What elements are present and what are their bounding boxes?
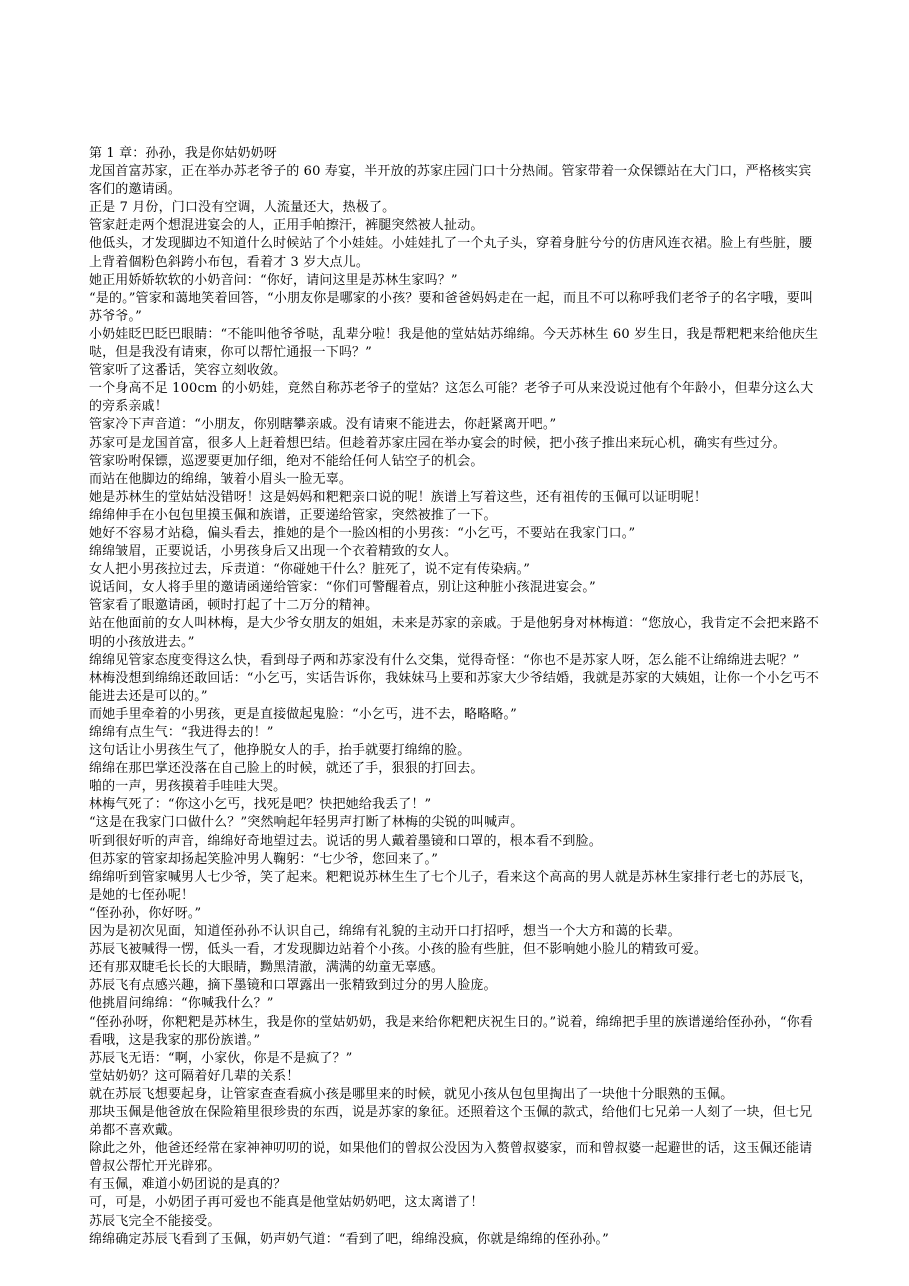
- paragraph: 管家赶走两个想混进宴会的人，正用手帕擦汗，裤腿突然被人扯动。: [89, 218, 484, 234]
- paragraph: 林梅没想到绵绵还敢回话：“小乞丐，实话告诉你，我妹妹马上要和苏家大少爷结婚，我就是苏家的大姨姐，让你一个小乞丐不能进去还是可以的。”: [89, 670, 820, 704]
- paragraph: 但苏家的管家却扬起笑脸冲男人鞠躬：“七少爷，您回来了。”: [89, 851, 438, 867]
- paragraph: 可，可是，小奶团子再可爱也不能真是他堂姑奶奶吧，这太离谱了！: [89, 1195, 484, 1211]
- paragraph: 绵绵确定苏辰飞看到了玉佩，奶声奶气道：“看到了吧，绵绵没疯，你就是绵绵的侄孙孙。”: [89, 1231, 609, 1247]
- paragraph: 因为是初次见面，知道侄孙孙不认识自己，绵绵有礼貌的主动开口打招呼，想当一个大方和蔼的长辈。: [89, 924, 681, 940]
- paragraph: 管家听了这番话，笑容立刻收敛。: [89, 363, 287, 379]
- paragraph: “这是在我家门口做什么？”突然响起年轻男声打断了林梅的尖锐的叫喊声。: [89, 815, 524, 831]
- paragraph: 管家看了眼邀请函，顿时打起了十二万分的精神。: [89, 598, 379, 614]
- paragraph: 说话间，女人将手里的邀请函递给管家：“你们可警醒着点，别让这种脏小孩混进宴会。”: [89, 580, 596, 596]
- paragraph: 一个身高不足 100cm 的小奶娃，竟然自称苏老爷子的堂姑？这怎么可能？老爷子可从来没说过他有个年龄小，但辈分这么大的旁系亲戚！: [89, 381, 814, 415]
- paragraph: 他挑眉问绵绵：“你喊我什么？”: [89, 996, 274, 1012]
- paragraph: 她是苏林生的堂姑姑没错呀！这是妈妈和粑粑亲口说的呢！族谱上写着这些，还有祖传的玉佩可以证明呢！: [89, 489, 708, 505]
- paragraph: 苏家可是龙国首富，很多人上赶着想巴结。但趁着苏家庄园在举办宴会的时候，把小孩子推出来玩心机，确实有些过分。: [89, 435, 786, 451]
- paragraph: 而她手里牵着的小男孩，更是直接做起鬼脸：“小乞丐，进不去，略略略。”: [89, 706, 517, 722]
- paragraph-list: [89, 163, 824, 1249]
- paragraph: 小奶娃眨巴眨巴眼睛：“不能叫他爷爷哒，乱辈分啦！我是他的堂姑姑苏绵绵。今天苏林生 60 岁生日，我是帮粑粑来给他庆生哒，但是我没有请柬，你可以帮忙通报一下吗？”: [89, 326, 819, 361]
- paragraph: 这句话让小男孩生气了，他挣脱女人的手，抬手就要打绵绵的脸。: [89, 743, 471, 759]
- paragraph: 啪的一声，男孩摸着手哇哇大哭。: [89, 779, 287, 795]
- paragraph: 他低头，才发现脚边不知道什么时候站了个小娃娃。小娃娃扎了一个丸子头，穿着身脏兮兮的仿唐风连衣裙。脸上有些脏，腰上背着個粉色斜跨小布包，看着才 3 岁大点儿。: [89, 236, 813, 270]
- paragraph: 苏辰飞有点感兴趣，摘下墨镜和口罩露出一张精致到过分的男人脸庞。: [89, 978, 497, 994]
- paragraph: 龙国首富苏家，正在举办苏老爷子的 60 寿宴，半开放的苏家庄园门口十分热闹。管家带着一众保镖站在大门口，严格核实宾客们的邀请函。: [89, 164, 812, 198]
- paragraph: 堂姑奶奶？这可隔着好几辈的关系！: [89, 1068, 300, 1084]
- paragraph: 管家冷下声音道：“小朋友，你别瞎攀亲戚。没有请柬不能进去，你赶紧离开吧。”: [89, 417, 557, 433]
- chapter-title: 第 1 章：孙孙，我是你姑奶奶呀: [89, 146, 277, 161]
- paragraph: 苏辰飞被喊得一愣，低头一看，才发现脚边站着个小孩。小孩的脸有些脏，但不影响她小脸儿的精致可爱。: [89, 942, 708, 958]
- paragraph: 绵绵有点生气：“我进得去的！”: [89, 725, 274, 740]
- paragraph: 正是 7 月份，门口没有空调，人流量还大，热极了。: [89, 200, 396, 216]
- paragraph: “侄孙孙呀，你粑粑是苏林生，我是你的堂姑奶奶，我是来给你粑粑庆祝生日的。”说着，绵绵把手里的族谱递给侄孙孙，“你看看哦，这是我家的那份族谱。”: [89, 1014, 813, 1048]
- paragraph: “是的。”管家和蔼地笑着回答，“小朋友你是哪家的小孩？要和爸爸妈妈走在一起，而且不可以称呼我们老爷子的名字哦，要叫苏爷爷。”: [89, 290, 813, 324]
- paragraph: 绵绵见管家态度变得这么快，看到母子两和苏家没有什么交集，觉得奇怪：“你也不是苏家人呀，怎么能不让绵绵进去呢？”: [89, 652, 800, 668]
- paragraph: “侄孙孙，你好呀。”: [89, 905, 202, 921]
- paragraph: 有玉佩，难道小奶团说的是真的？: [89, 1177, 287, 1193]
- paragraph: 苏辰飞完全不能接受。: [89, 1213, 221, 1229]
- paragraph: 而站在他脚边的绵绵，皱着小眉头一脸无辜。: [89, 471, 353, 487]
- paragraph: 听到很好听的声音，绵绵好奇地望过去。说话的男人戴着墨镜和口罩的，根本看不到脸。: [89, 833, 602, 849]
- paragraph: 女人把小男孩拉过去，斥责道：“你碰她干什么？脏死了，说不定有传染病。”: [89, 562, 531, 578]
- paragraph: 就在苏辰飞想要起身，让管家查查看疯小孩是哪里来的时候，就见小孩从包包里掏出了一块他十分眼熟的玉佩。: [89, 1086, 734, 1102]
- paragraph: 管家吩咐保镖，巡逻要更加仔细，绝对不能给任何人钻空子的机会。: [89, 453, 484, 469]
- paragraph: 她正用娇娇软软的小奶音问：“你好，请问这里是苏林生家吗？”: [89, 272, 458, 288]
- document-page: [89, 145, 824, 1249]
- paragraph: 她好不容易才站稳，偏头看去，推她的是个一脸凶相的小男孩：“小乞丐，不要站在我家门口。”: [89, 525, 636, 541]
- paragraph: 苏辰飞无语：“啊，小家伙，你是不是疯了？”: [89, 1050, 353, 1066]
- paragraph: 绵绵在那巴掌还没落在自己脸上的时候，就还了手，狠狠的打回去。: [89, 761, 484, 777]
- paragraph: 绵绵伸手在小包包里摸玉佩和族谱，正要递给管家，突然被推了一下。: [89, 507, 497, 523]
- paragraph: 站在他面前的女人叫林梅，是大少爷女朋友的姐姐，未来是苏家的亲戚。于是他躬身对林梅道：“您放心，我肯定不会把来路不明的小孩放进去。”: [89, 616, 820, 650]
- paragraph: 除此之外，他爸还经常在家神神叨叨的说，如果他们的曾叔公没因为入赘曾叔婆家，而和曾叔婆一起避世的话，这玉佩还能请曾叔公帮忙开光辟邪。: [89, 1141, 813, 1175]
- paragraph: 绵绵听到管家喊男人七少爷，笑了起来。粑粑说苏林生生了七个儿子，看来这个高高的男人就是苏林生家排行老七的苏辰飞，是她的七侄孙呢！: [89, 869, 813, 903]
- paragraph: 那块玉佩是他爸放在保险箱里很珍贵的东西，说是苏家的象征。还照着这个玉佩的款式，给他们七兄弟一人刻了一块，但七兄弟都不喜欢戴。: [89, 1104, 813, 1139]
- paragraph: 还有那双睫毛长长的大眼睛，黝黑清澈，满满的幼童无辜感。: [89, 960, 445, 976]
- paragraph: 林梅气死了：“你这小乞丐，找死是吧？快把她给我丢了！”: [89, 797, 432, 813]
- paragraph: 绵绵皱眉，正要说话，小男孩身后又出现一个衣着精致的女人。: [89, 544, 458, 560]
